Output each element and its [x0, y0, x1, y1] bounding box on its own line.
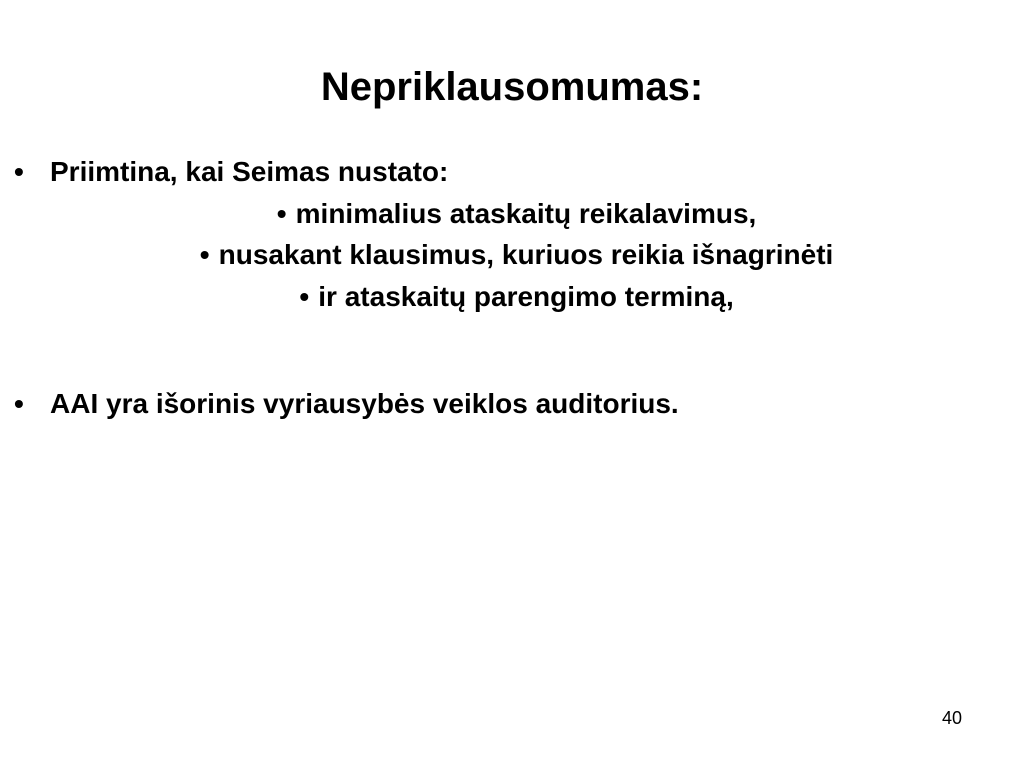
sub-bullet-item — [0, 237, 1024, 273]
bullet-marker: • — [199, 239, 210, 270]
bullet-item — [14, 154, 448, 190]
bullet-text: minimalius ataskaitų reikalavimus, — [295, 198, 757, 229]
bullet-item — [14, 386, 679, 422]
bullet-marker: • — [299, 281, 310, 312]
bullet-text: AAI yra išorinis vyriausybės veiklos auditorius. — [50, 388, 679, 419]
bullet-text: nusakant klausimus, kuriuos reikia išnagrinėti — [218, 239, 834, 270]
slide-title: Nepriklausomumas: — [320, 65, 704, 109]
page-number: 40 — [941, 708, 962, 728]
bullet-marker: • — [276, 198, 287, 229]
sub-bullet-item — [0, 279, 1024, 315]
bullet-marker: • — [14, 388, 24, 419]
bullet-text: Priimtina, kai Seimas nustato: — [50, 156, 449, 187]
bullet-text: ir ataskaitų parengimo terminą, — [318, 281, 734, 312]
sub-bullet-item — [0, 196, 1024, 232]
bullet-marker: • — [14, 156, 24, 187]
